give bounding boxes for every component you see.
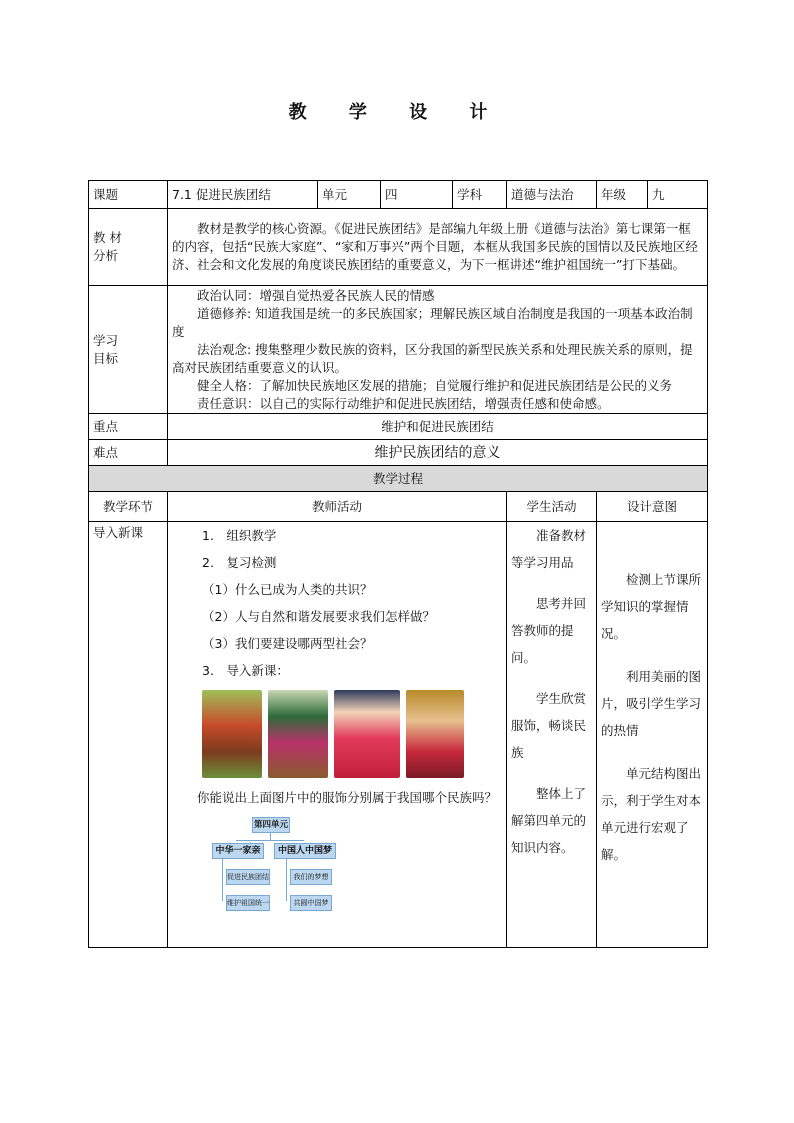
col-intent: 设计意图 <box>597 492 708 522</box>
col-teacher: 教师活动 <box>168 492 507 522</box>
costume-photos <box>202 690 502 778</box>
process-row <box>89 522 708 948</box>
student-step: 整体上了解第四单元的知识内容。 <box>511 786 587 855</box>
goal-item: 道德修养: 知道我国是统一的多民族国家；理解民族区域自治制度是我国的一项基本政治制度 <box>172 305 693 339</box>
unit-structure-chart <box>212 817 342 915</box>
teacher-step: 1. 组织教学 <box>202 528 277 543</box>
process-heading: 教学过程 <box>89 466 708 492</box>
unit-label: 单元 <box>318 181 381 209</box>
chart-root: 第四单元 <box>252 817 290 833</box>
stage-cell: 导入新课 <box>89 522 168 948</box>
key-label: 重点 <box>89 414 168 440</box>
process-columns <box>89 492 708 522</box>
difficulty-text: 维护民族团结的意义 <box>168 440 708 466</box>
page-title: 教 学 设 计 <box>288 102 506 123</box>
teacher-step: 2. 复习检测 <box>202 555 277 570</box>
analysis-text: 教材是教学的核心资源。《促进民族团结》是部编九年级上册《道德与法治》第七课第一框的内容，包括“民族大家庭”、“家和万事兴”两个目题，本框从我国多民族的国情以及民族地区经济、社会和文化发展的角度谈民族团结的重要意义，为下一框讲述“维护祖国统一”打下基础。 <box>172 221 698 272</box>
teacher-step: （3）我们要建设哪两型社会？ <box>202 636 373 651</box>
intent-item: 利用美丽的图片，吸引学生学习的热情 <box>601 669 702 738</box>
col-stage: 教学环节 <box>89 492 168 522</box>
chart-left: 中华一家亲 <box>212 843 264 859</box>
difficulty-label: 难点 <box>89 440 168 466</box>
teacher-step: 3. 导入新课： <box>202 663 289 678</box>
student-step: 准备教材等学习用品 <box>511 528 587 570</box>
costume-photo <box>202 690 262 778</box>
topic-label: 课题 <box>89 181 168 209</box>
chart-right-item: 我们的梦想 <box>290 869 332 885</box>
student-step: 学生欣赏服饰，畅谈民族 <box>511 691 587 760</box>
chart-left-item: 维护祖国统一 <box>226 895 270 911</box>
goals-label: 学习 目标 <box>89 286 168 414</box>
student-activity <box>507 522 597 948</box>
intent-item: 单元结构图出示，利于学生对本单元进行宏观了解。 <box>601 766 702 862</box>
grade-label: 年级 <box>597 181 648 209</box>
costume-photo <box>334 690 400 778</box>
goal-item: 政治认同：增强自觉热爱各民族人民的情感 <box>197 287 435 303</box>
costume-question: 你能说出上面图片中的服饰分别属于我国哪个民族吗？ <box>197 790 498 805</box>
goal-item: 责任意识：以自己的实际行动维护和促进民族团结，增强责任感和使命感。 <box>197 395 610 411</box>
teacher-activity <box>168 522 507 948</box>
goals-row <box>89 286 708 414</box>
subject-label: 学科 <box>453 181 507 209</box>
topic-value: 7.1 促进民族团结 <box>168 181 318 209</box>
teacher-step: （2）人与自然和谐发展要求我们怎样做？ <box>202 609 435 624</box>
teacher-step: （1）什么已成为人类的共识？ <box>202 582 373 597</box>
chart-right-item: 共圆中国梦 <box>290 895 332 911</box>
intent-item: 检测上节课所学知识的掌握情况。 <box>601 572 702 641</box>
key-row <box>89 414 708 440</box>
costume-photo <box>406 690 464 778</box>
subject-value: 道德与法治 <box>507 181 597 209</box>
chart-left-item: 促进民族团结 <box>226 869 270 885</box>
header-row <box>89 181 708 209</box>
design-intent <box>597 522 708 948</box>
unit-value: 四 <box>381 181 453 209</box>
student-step: 思考并回答教师的提问。 <box>511 596 587 665</box>
grade-value: 九 <box>648 181 708 209</box>
col-student: 学生活动 <box>507 492 597 522</box>
difficulty-row <box>89 440 708 466</box>
analysis-label: 教 材 分析 <box>89 209 168 286</box>
analysis-row <box>89 209 708 286</box>
costume-photo <box>268 690 328 778</box>
goal-item: 健全人格：了解加快民族地区发展的措施；自觉履行维护和促进民族团结是公民的义务 <box>197 377 673 393</box>
lesson-plan-table <box>88 180 708 948</box>
goal-item: 法治观念: 搜集整理少数民族的资料，区分我国的新型民族关系和处理民族关系的原则，提高对民族团结重要意义的认识。 <box>172 341 693 375</box>
key-text: 维护和促进民族团结 <box>168 414 708 440</box>
chart-right: 中国人中国梦 <box>274 843 336 859</box>
